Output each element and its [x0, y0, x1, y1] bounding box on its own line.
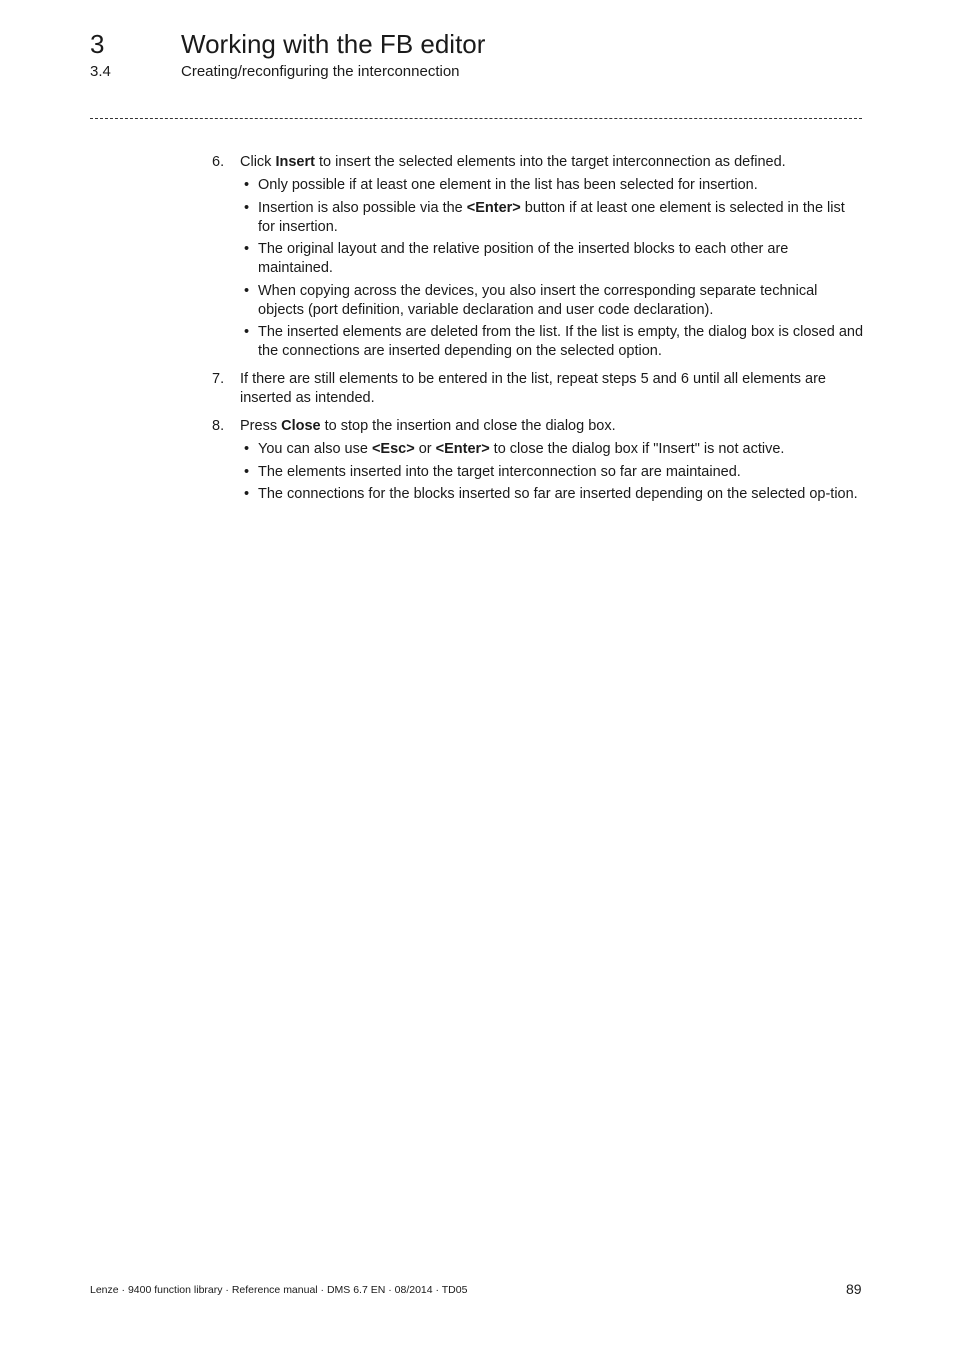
bullet-item [240, 463, 864, 482]
text-run: Only possible if at least one element in the list has been selected for insertion. [258, 177, 758, 193]
page-number: 89 [846, 1281, 862, 1297]
bullet-list [240, 176, 864, 361]
chapter-number: 3 [90, 29, 105, 59]
step-number: 6. [212, 154, 225, 170]
text-run: The inserted elements are deleted from the list. If the list is empty, the dialog box is closed and the connections are inserted depending on the selected option. [258, 324, 864, 359]
text-run: Press [240, 418, 282, 434]
step-text [240, 153, 864, 172]
text-run: or [414, 441, 436, 457]
step-item [212, 417, 864, 504]
step-number: 8. [212, 418, 225, 434]
step-text [240, 417, 864, 436]
section-number: 3.4 [90, 63, 111, 80]
bold-term: Insert [275, 154, 315, 170]
text-run: If there are still elements to be entered in the list, repeat steps 5 and 6 until all elements are inserted as intended. [240, 371, 826, 406]
text-run: button if at least one element is selected in the list for insertion. [258, 199, 845, 235]
bold-term: <Esc> [371, 441, 415, 457]
text-run: to insert the selected elements into the target interconnection as defined. [314, 154, 786, 170]
bullet-dot-icon: • [244, 241, 250, 257]
text-run: to close the dialog box if "Insert" is not active. [489, 441, 785, 457]
bullet-item [240, 485, 864, 504]
bold-term: <Enter> [435, 441, 490, 457]
bullet-dot-icon: • [244, 486, 250, 502]
text-run: Click [240, 154, 276, 170]
step-text [240, 370, 864, 408]
step-number: 7. [212, 371, 225, 387]
text-run: Insertion is also possible via the [258, 199, 467, 216]
footer-text: Lenze · 9400 function library · Reference manual · DMS 6.7 EN · 08/2014 · TD05 [90, 1284, 468, 1296]
bullet-dot-icon: • [244, 282, 250, 299]
bullet-dot-icon: • [244, 463, 250, 480]
header-divider [90, 118, 862, 119]
step-item [212, 153, 864, 361]
text-run: When copying across the devices, you also insert the corresponding separate technical objects (port definition, variable declaration and user code declaration). [258, 282, 818, 318]
bullet-dot-icon: • [244, 199, 250, 216]
text-run: The original layout and the relative position of the inserted blocks to each other are maintained. [258, 241, 789, 276]
bullet-dot-icon: • [244, 177, 250, 193]
step-list [212, 153, 864, 513]
text-run: to stop the insertion and close the dialog box. [320, 418, 616, 434]
bullet-item [240, 176, 864, 195]
bold-term: <Enter> [466, 199, 521, 216]
chapter-title: Working with the FB editor [181, 29, 486, 59]
bullet-item [240, 440, 864, 459]
bullet-dot-icon: • [244, 441, 250, 457]
text-run: The elements inserted into the target interconnection so far are maintained. [258, 463, 741, 480]
section-title: Creating/reconfiguring the interconnection [181, 63, 460, 80]
bullet-list [240, 440, 864, 504]
bullet-item [240, 282, 864, 320]
bullet-dot-icon: • [244, 324, 250, 340]
bold-term: Close [281, 418, 321, 434]
bullet-item [240, 240, 864, 278]
text-run: You can also use [258, 441, 372, 457]
bullet-item [240, 199, 864, 237]
step-item [212, 370, 864, 408]
bullet-item [240, 323, 864, 361]
text-run: The connections for the blocks inserted so far are inserted depending on the selected op-tion. [258, 486, 858, 502]
